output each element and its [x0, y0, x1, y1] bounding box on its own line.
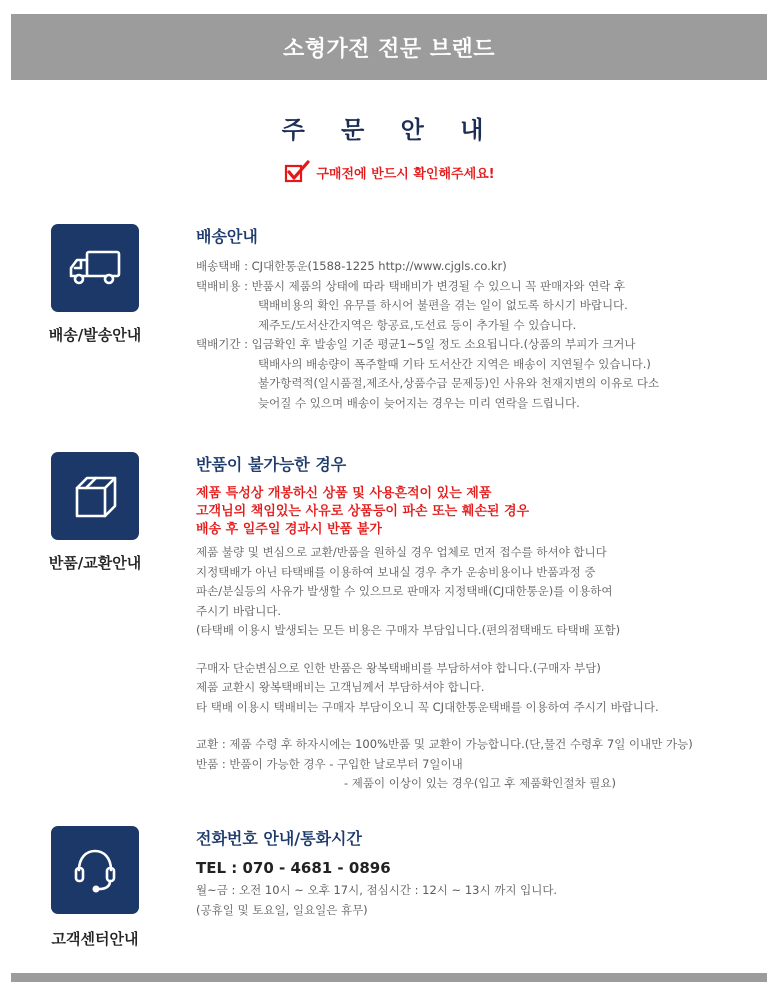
- returns-line: 타 택배 이용시 택배비는 구매자 부담이오니 꼭 CJ대한통운택배를 이용하여 주시기 바랍니다.: [196, 699, 659, 714]
- page-title: 주 문 안 내: [281, 116, 498, 144]
- returns-body: [196, 452, 756, 794]
- returns-icon-box: [51, 452, 139, 540]
- contact-line: (공휴일 및 토요일, 일요일은 휴무): [196, 902, 368, 917]
- returns-line: 주시기 바랍니다.: [196, 603, 282, 618]
- notice: [0, 160, 779, 184]
- shipping-line: 택배비용의 확인 유무를 하시어 불편을 겪는 일이 없도록 하시기 바랍니다.: [258, 298, 628, 312]
- box-icon: [71, 474, 119, 518]
- returns-label: 반품/교환안내: [48, 554, 142, 572]
- returns-line: - 제품이 이상이 있는 경우(입고 후 제품확인절차 필요): [344, 776, 616, 790]
- returns-line: 파손/분실등의 사유가 발생할 수 있으므로 판매자 지정택배(CJ대한통운)를 이용하여: [196, 584, 613, 598]
- returns-heading: 반품이 불가능한 경우: [196, 455, 347, 474]
- returns-warning: 고객님의 책임있는 사유로 상품등이 파손 또는 훼손된 경우: [196, 504, 530, 519]
- banner-title: 소형가전 전문 브랜드: [282, 36, 496, 62]
- returns-line: 지정택배가 아닌 타택배를 이용하여 보내실 경우 추가 운송비용이나 반품과정 중: [196, 564, 596, 579]
- shipping-line: 배송택배 : CJ대한통운(1588-1225 http://www.cjgls.co.kr): [196, 259, 507, 273]
- headset-icon: [73, 846, 117, 894]
- contact-body: [196, 826, 756, 920]
- returns-warning: 배송 후 일주일 경과시 반품 불가: [196, 522, 382, 537]
- truck-icon: [67, 248, 123, 288]
- contact-label: 고객센터안내: [51, 930, 139, 948]
- returns-line: 반품 : 반품이 가능한 경우 - 구입한 날로부터 7일이내: [196, 756, 463, 771]
- top-banner: [11, 14, 767, 80]
- shipping-body: [196, 224, 756, 413]
- shipping-line: 불가항력적(일시품절,제조사,상품수급 문제등)인 사유와 천재지변의 이유로 다소: [258, 376, 660, 390]
- checkbox-check-icon: [284, 160, 310, 184]
- notice-text: 구매전에 반드시 확인해주세요!: [316, 166, 495, 182]
- contact-line: 월~금 : 오전 10시 ~ 오후 17시, 점심시간 : 12시 ~ 13시 까지 입니다.: [196, 883, 558, 897]
- returns-line: 구매자 단순변심으로 인한 반품은 왕복택배비를 부담하셔야 합니다.(구매자 부담): [196, 660, 601, 675]
- shipping-heading: 배송안내: [196, 227, 258, 246]
- shipping-line: 택배비용 : 반품시 제품의 상태에 따라 택배비가 변경될 수 있으니 꼭 판매자와 연락 후: [196, 278, 626, 293]
- contact-heading: 전화번호 안내/통화시간: [196, 829, 362, 848]
- phone-number: TEL : 070 - 4681 - 0896: [196, 859, 391, 877]
- returns-line: 교환 : 제품 수령 후 하자시에는 100%반품 및 교환이 가능합니다.(단,물건 수령후 7일 이내만 가능): [196, 737, 693, 751]
- shipping-icon-box: [51, 224, 139, 312]
- shipping-line: 택배사의 배송량이 폭주할때 기타 도서산간 지역은 배송이 지연될수 있습니다.): [258, 356, 651, 371]
- shipping-line: 택배기간 : 입금확인 후 발송일 기준 평균1~5일 정도 소요됩니다.(상품의 부피가 크거나: [196, 337, 636, 351]
- returns-line: (타택배 이용시 발생되는 모든 비용은 구매자 부담입니다.(편의점택배도 타택배 포함): [196, 623, 621, 637]
- returns-line: 제품 교환시 왕복택배비는 고객님께서 부담하셔야 합니다.: [196, 680, 485, 694]
- returns-line: 제품 불량 및 변심으로 교환/반품을 원하실 경우 업체로 먼저 접수를 하셔야 합니다: [196, 545, 607, 559]
- shipping-line: 제주도/도서산간지역은 항공료,도선료 등이 추가될 수 있습니다.: [258, 317, 577, 332]
- shipping-label: 배송/발송안내: [48, 326, 142, 344]
- bottom-bar: [11, 973, 767, 982]
- returns-warning: 제품 특성상 개봉하신 상품 및 사용흔적이 있는 제품: [196, 486, 492, 501]
- shipping-line: 늦어질 수 있으며 배송이 늦어지는 경우는 미리 연락을 드립니다.: [258, 395, 580, 410]
- contact-icon-box: [51, 826, 139, 914]
